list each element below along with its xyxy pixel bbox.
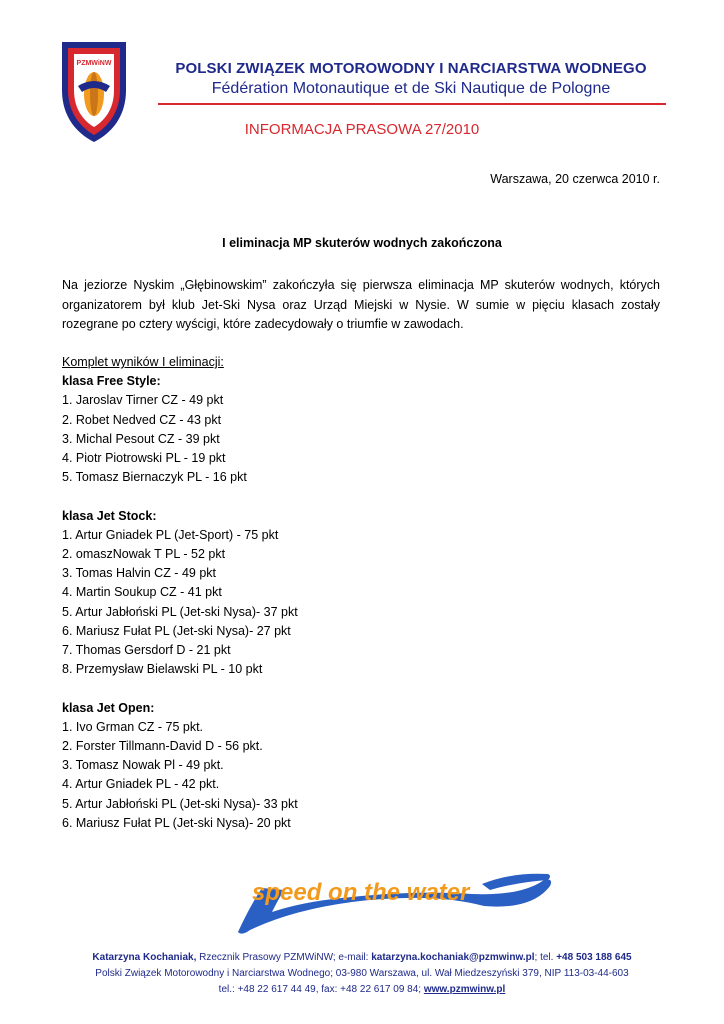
- result-entry: 3. Michal Pesout CZ - 39 pkt: [62, 431, 220, 446]
- tel-label: ; tel.: [534, 952, 557, 963]
- spokesperson-role: Rzecznik Prasowy PZMWiNW; e-mail:: [196, 952, 372, 963]
- page-footer: [0, 950, 724, 998]
- result-entry: 5. Tomasz Biernaczyk PL - 16 pkt: [62, 470, 247, 485]
- result-entry: 4. Martin Soukup CZ - 41 pkt: [62, 585, 222, 600]
- result-entry: 6. Mariusz Fułat PL (Jet-ski Nysa)- 27 pkt: [62, 623, 291, 638]
- result-entry: 4. Piotr Piotrowski PL - 19 pkt: [62, 451, 226, 466]
- result-entry: 2. omaszNowak T PL - 52 pkt: [62, 547, 226, 562]
- class-heading: klasa Jet Stock:: [62, 508, 157, 523]
- class-heading: klasa Jet Open:: [62, 700, 155, 715]
- result-entry: 2. Robet Nedved CZ - 43 pkt: [62, 412, 222, 427]
- results-section: [62, 353, 298, 833]
- result-entry: 1. Ivo Grman CZ - 75 pkt.: [62, 719, 204, 734]
- organization-name-fr: Fédération Motonautique et de Ski Nautique de Pologne: [211, 80, 611, 97]
- website-text: www.pzmwinw.pl: [423, 984, 506, 995]
- result-entry: 3. Tomasz Nowak Pl - 49 pkt.: [62, 758, 224, 773]
- footer-contact-line: [0, 950, 724, 966]
- organization-name-pl: POLSKI ZWIĄZEK MOTOROWODNY I NARCIARSTWA WODNEGO: [175, 60, 647, 77]
- spokesperson-name: Katarzyna Kochaniak,: [92, 952, 197, 963]
- footer-email[interactable]: katarzyna.kochaniak@pzmwinw.pl: [371, 952, 535, 963]
- svg-text:PZMWiNW: PZMWiNW: [76, 60, 112, 67]
- header-divider: [158, 103, 666, 105]
- result-entry: 4. Artur Gniadek PL - 42 pkt.: [62, 777, 220, 792]
- result-entry: 8. Przemysław Bielawski PL - 10 pkt: [62, 662, 263, 677]
- svg-text:speed on the water: speed on the water: [252, 879, 470, 906]
- result-entry: 7. Thomas Gersdorf D - 21 pkt: [62, 643, 231, 658]
- footer-contact-numbers: [0, 982, 724, 998]
- article-headline: I eliminacja MP skuterów wodnych zakończona: [222, 236, 502, 250]
- result-entry: 2. Forster Tillmann-David D - 56 pkt.: [62, 739, 263, 754]
- result-entry: 5. Artur Jabłoński PL (Jet-ski Nysa)- 37 pkt: [62, 604, 298, 619]
- speed-on-the-water-banner: [232, 866, 556, 938]
- result-entry: 6. Mariusz Fułat PL (Jet-ski Nysa)- 20 pkt: [62, 815, 291, 830]
- article-intro: Na jeziorze Nyskim „Głębinowskim” zakończyła się pierwsza eliminacja MP skuterów wodnych, których organizatorem był klub Jet-Ski Nysa oraz Urząd Miejski w Nysie. W sumie w pięciu klasach zostały rozegrane po cztery wyścigi, które zadecydowały o triumfie w zawodach.: [62, 278, 660, 331]
- footer-phone: +48 503 188 645: [556, 952, 632, 963]
- class-heading: klasa Free Style:: [62, 374, 161, 389]
- footer-website-link[interactable]: [424, 984, 505, 995]
- result-entry: 3. Tomas Halvin CZ - 49 pkt: [62, 566, 216, 581]
- results-title: Komplet wyników I eliminacji:: [62, 355, 224, 369]
- result-entry: 1. Artur Gniadek PL (Jet-Sport) - 75 pkt: [62, 527, 279, 542]
- footer-address: Polski Związek Motorowodny i Narciarstwa Wodnego; 03-980 Warszawa, ul. Wał Miedzeszyński 379, NIP 113-03-44-603: [95, 968, 629, 979]
- organization-header: [158, 60, 664, 98]
- footer-phone-fax: tel.: +48 22 617 44 49, fax: +48 22 617 09 84;: [218, 984, 424, 995]
- press-release-title: INFORMACJA PRASOWA 27/2010: [244, 121, 480, 138]
- document-date: Warszawa, 20 czerwca 2010 r.: [490, 172, 660, 186]
- result-entry: 5. Artur Jabłoński PL (Jet-ski Nysa)- 33 pkt: [62, 796, 298, 811]
- result-entry: 1. Jaroslav Tirner CZ - 49 pkt: [62, 393, 224, 408]
